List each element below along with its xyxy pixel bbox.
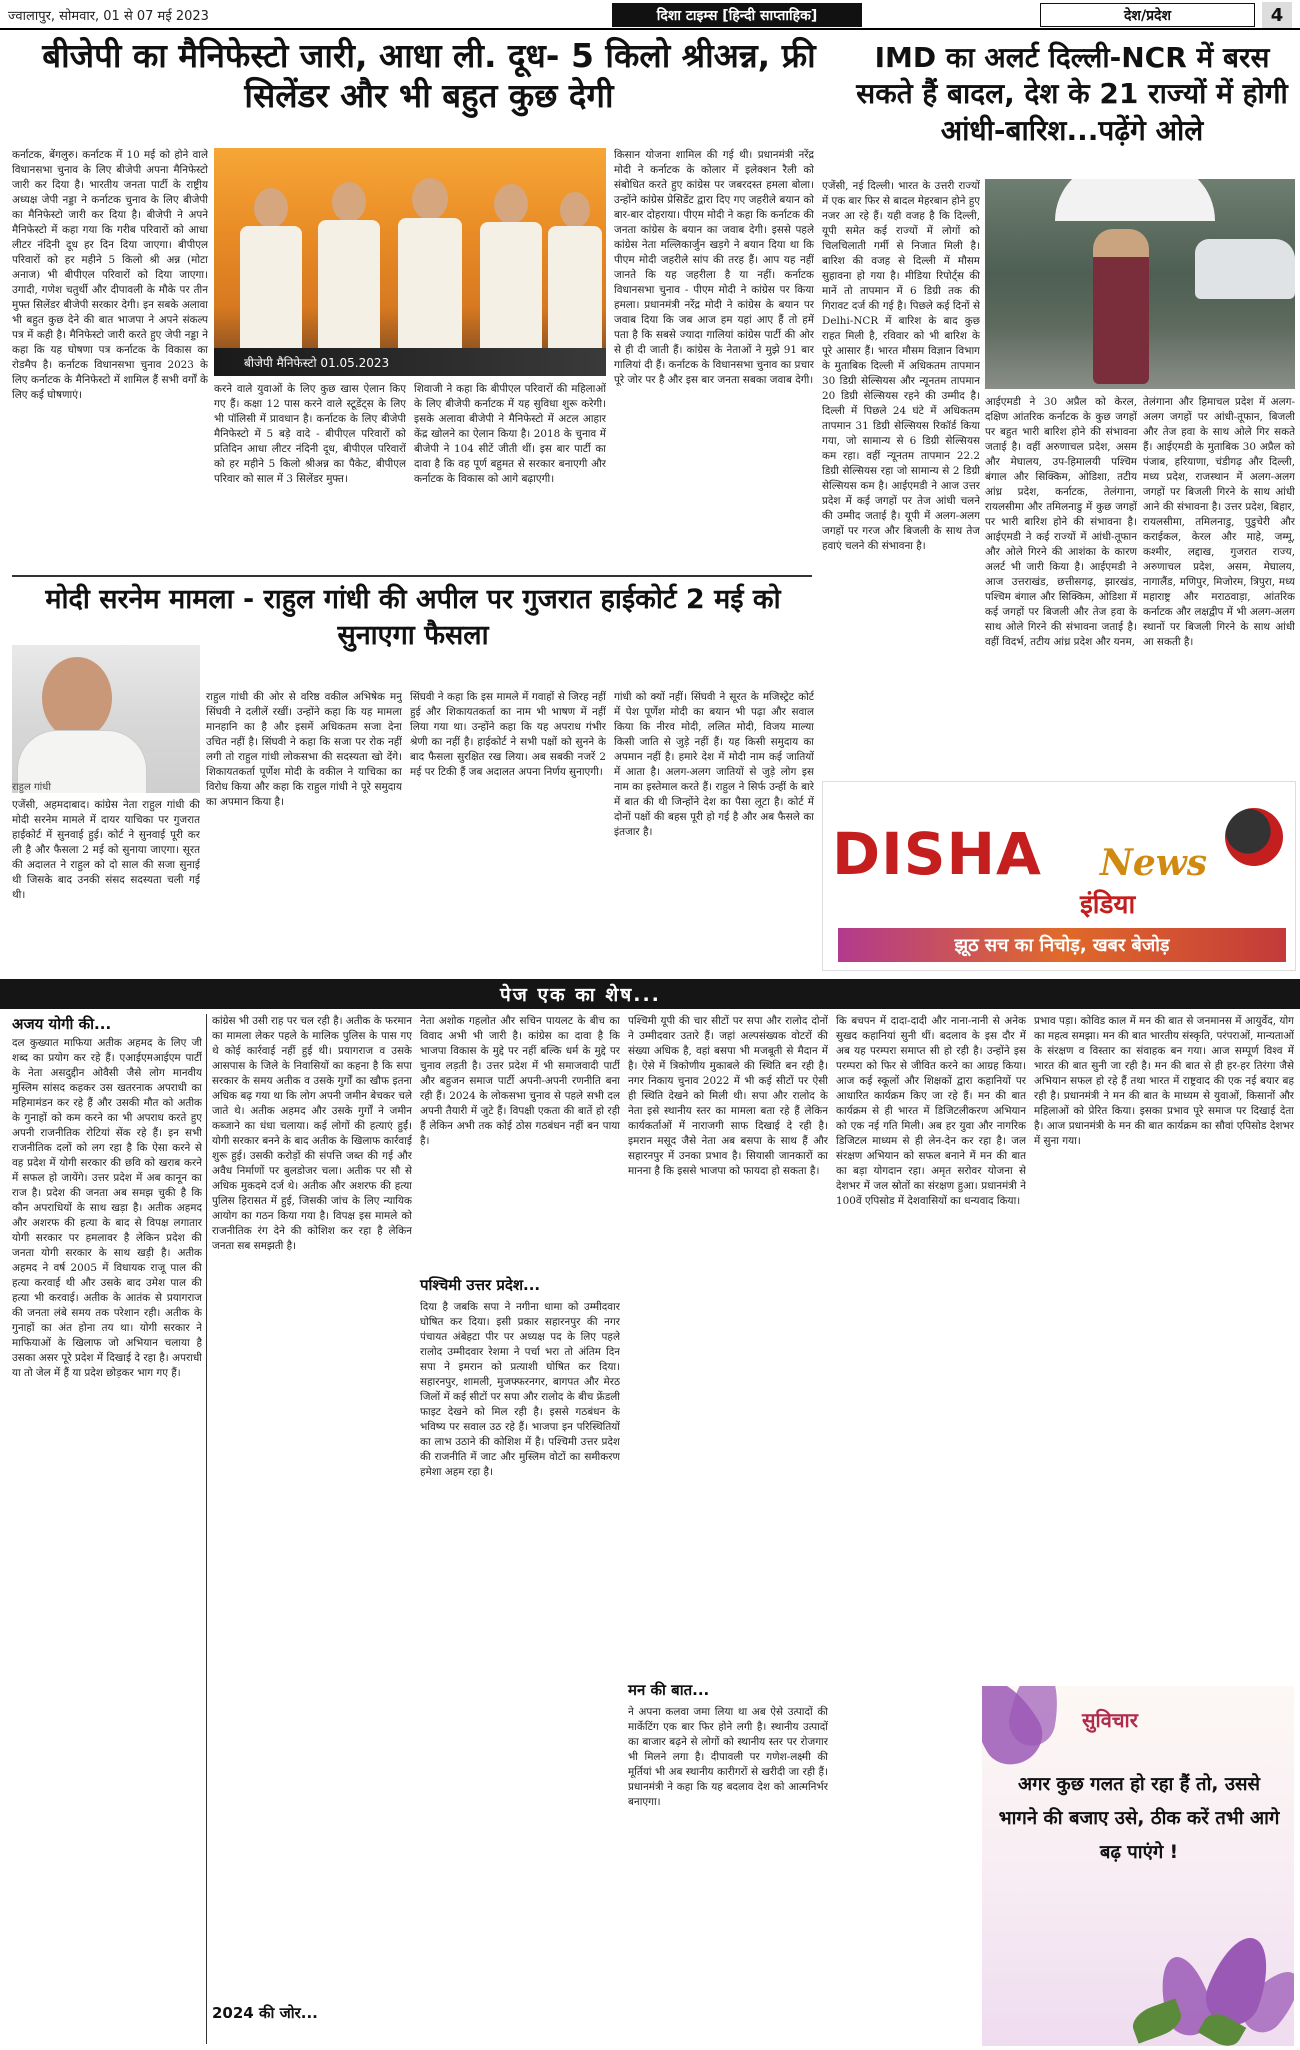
story1-col3: शिवाजी ने कहा कि बीपीएल परिवारों की महिलाओं के लिए बीजेपी कर्नाटक में यह सुविधा शुरू करेगी। इसके अलावा बीजेपी ने मैनिफेस्टो में अटल आहार केंद्र खोलने का ऐलान किया है। 2018 के चुनाव में बीजेपी ने 104 सीटें जीती थीं। इस बार पार्टी का दावा है कि वह पूर्ण बहुमत से सरकार बनाएगी और कर्नाटक के विकास को आगे बढ़ाएगी।: [414, 383, 606, 485]
story1-col1: कर्नाटक, बेंगलुरु। कर्नाटक में 10 मई को होने वाले विधानसभा चुनाव के लिए बीजेपी अपना मैनिफेस्टो जारी कर दिया है। भारतीय जनता पार्टी के राष्ट्रीय अध्यक्ष जेपी नड्डा ने कर्नाटक चुनाव के लिए बीजेपी का मैनिफेस्टो जारी कर दिया है। बीजेपी ने अपने मैनिफेस्टो में कहा गया कि गरीब परिवारों को आधा लीटर नंदिनी दूध हर दिन दिया जाएगा। बीपीएल परिवारों को हर महीने 5 किलो श्री अन्न (मोटा अनाज) भी बीपीएल परिवारों को दिया जाएगा। उगादी, गणेश चतुर्थी और दीपावली के मौके पर तीन मुफ्त सिलेंडर बीजेपी सरकार देगी। इन सबके अलावा भी बहुत कुछ देने की बात भाजपा ने अपने संकल्प पत्र में कही है। मैनिफेस्टो जारी करते हुए जेपी नड्डा ने कहा कि यह घोषणा पत्र कर्नाटक के विकास का रोडमैप है। कर्नाटक विधानसभा चुनाव 2023 के लिए कर्नाटक के मैनिफेस्टो में शामिल हैं सभी वर्गों के लिए कई घोषणाएं।: [12, 149, 208, 401]
story2-col2: आईएमडी ने 30 अप्रैल को केरल, दक्षिण आंतरिक कर्नाटक के कुछ जगहों पर बहुत भारी बारिश होने की संभावना जताई है। वहीं अरुणाचल प्रदेश, असम और मेघालय, उप-हिमालयी पश्चिम बंगाल और सिक्किम, ओडिशा, तटीय आंध्र प्रदेश, कर्नाटक, तेलंगाना, रायलसीमा और तमिलनाडु में कुछ जगहों पर भारी बारिश होने की संभावना है। आईएमडी ने कई राज्यों में आंधी-तूफान और ओले गिरने की आशंका के कारण अलर्ट भी जारी किया है। आईएमडी ने आज उत्तराखंड, छत्तीसगढ़, झारखंड, पश्चिम बंगाल और सिक्किम, ओडिशा में कई जगहों पर बिजली और तेज हवा के साथ ओले गिरने की संभावना जताई है। वहीं विदर्भ, तटीय आंध्र प्रदेश और यनम,: [985, 396, 1137, 648]
divider: [12, 575, 812, 577]
shesh-col5: कि बचपन में दादा-दादी और नाना-नानी से अनेक सुखद कहानियां सुनी थीं। बदलाव के इस दौर में अब यह परम्परा समाप्त सी हो रही है। उन्होंने इस परम्परा को फिर से जीवित करने का आग्रह किया। आज कई स्कूलों और शिक्षकों द्वारा कहानियों पर आधारित कार्यक्रम किए जा रहे हैं। मन की बात कार्यक्रम से ही भारत में डिजिटलीकरण अभियान को एक नई गति मिली। अब हर युवा और नागरिक डिजिटल माध्यम से ही लेन-देन कर रहा है। जल संरक्षण अभियान को सफल बनाने में मन की बात का बड़ा योगदान रहा। अमृत सरोवर योजना से देशभर में जल स्रोतों का संरक्षण हुआ। प्रधानमंत्री ने 100वें एपिसोड में देशवासियों का धन्यवाद किया।: [836, 1015, 1026, 1207]
shesh-col4: पश्चिमी यूपी की चार सीटों पर सपा और रालोद दोनों ने उम्मीदवार उतारे हैं। जहां अल्पसंख्यक वोटरों की संख्या अधिक है, वहां बसपा भी मजबूती से मैदान में है। ऐसे में त्रिकोणीय मुकाबले की स्थिति बन रही है। नगर निकाय चुनाव 2022 में भी कई सीटों पर ऐसी ही स्थिति देखने को मिली थी। सपा और रालोद के नेता इसे स्थानीय स्तर का मामला बता रहे हैं लेकिन कार्यकर्ताओं में नाराजगी साफ दिखाई दे रही है। इमरान मसूद जैसे नेता अब बसपा के साथ हैं और सहारनपुर में उनका प्रभाव है। सियासी जानकारों का मानना है कि इससे भाजपा को फायदा हो सकता है।: [628, 1015, 828, 1177]
page-number: 4: [1262, 2, 1292, 28]
shesh-col6: प्रभाव पड़ा। कोविड काल में मन की बात से जनमानस में आयुर्वेद, योग का महत्व समझा। मन की बात भारतीय संस्कृति, परंपराओं, मान्यताओं के संरक्षण व विस्तार का संवाहक बन गया। आज सम्पूर्ण विश्व में भारत की बात सुनी जा रही है। मन की बात से ही हर-हर तिरंगा जैसे अभियान सफल हो रहे हैं तथा भारत में राष्ट्रवाद की एक नई बयार बह रही है। प्रधानमंत्री ने मन की बात के माध्यम से युवाओं, किसानों और महिलाओं को प्रेरित किया। इसका प्रभाव पूरे समाज पर दिखाई देता है। आज प्रधानमंत्री के मन की बात कार्यक्रम का सौवां एपिसोड देशभर में सुना गया।: [1034, 1015, 1294, 1147]
issue-date: ज्वालापुर, सोमवार, 01 से 07 मई 2023: [8, 9, 209, 24]
story1-col4: किसान योजना शामिल की गई थी। प्रधानमंत्री नरेंद्र मोदी ने कर्नाटक के कोलार में इलेक्शन रैली को संबोधित करते हुए कांग्रेस पर जबरदस्त हमला बोला। उन्होंने कांग्रेस प्रेसिडेंट द्वारा दिए गए जहरीले बयान को बार-बार दोहराया। पीएम मोदी ने कहा कि कर्नाटक की जनता कांग्रेस के बयान का जवाब देगी। इससे पहले कांग्रेस नेता मल्लिकार्जुन खड़गे ने बयान दिया था कि पीएम मोदी जहरीले सांप की तरह हैं। आप यह नहीं जानते कि यह जहरीला है या नहीं। कर्नाटक विधानसभा चुनाव - पीएम मोदी ने कांग्रेस पर किया हमला। प्रधानमंत्री नरेंद्र मोदी ने कांग्रेस के बयान पर जवाब दिया कि जब आज हम यहां आए हैं तो हमें पता है कि सबसे ज्यादा गालियां कांग्रेस पार्टी की ओर से ही दी जाती हैं। कांग्रेस के नेताओं ने मुझे 91 बार गालियां दी हैं। कर्नाटक के विधानसभा चुनाव का प्रचार पूरे जोर पर है और इस बार जनता सबका जवाब देगी।: [614, 149, 814, 386]
shesh-col2: कांग्रेस भी उसी राह पर चल रही है। अतीक के फरमान का मामला लेकर पहले के मालिक पुलिस के पास गए थे कोई कार्रवाई नहीं हुई थी। प्रयागराज व उसके आसपास के जिले के निवासियों का कहना है कि सपा सरकार के समय अतीक व उसके गुर्गों का खौफ इतना अधिक बढ़ गया था कि लोग अपनी जमीन बेचकर चले जाते थे। अतीक अहमद और उसके गुर्गों ने जमीन कब्जाने का धंधा चलाया। कई लोगों की हत्याएं हुईं। योगी सरकार बनने के बाद अतीक के खिलाफ कार्रवाई शुरू हुई। उसकी करोड़ों की संपत्ति जब्त की गई और अवैध निर्माणों पर बुलडोजर चला। अतीक पर सौ से अधिक मुकदमे दर्ज थे। अतीक और अशरफ की हत्या पुलिस हिरासत में हुई, जिसकी जांच के लिए न्यायिक आयोग का गठन किया गया है। विपक्ष इस मामले को राजनीतिक रंग देने की कोशिश कर रहा है लेकिन जनता सब समझती है।: [212, 1015, 412, 1252]
photo-caption: बीजेपी मैनिफेस्टो 01.05.2023: [214, 348, 606, 376]
newspaper-brand: दिशा टाइम्स [हिन्दी साप्ताहिक]: [612, 3, 862, 27]
shesh-col2-subheading: 2024 की जोर...: [212, 2004, 318, 2022]
modi-surname-headline: मोदी सरनेम मामला - राहुल गांधी की अपील पर गुजरात हाईकोर्ट 2 मई को सुनाएगा फैसला: [45, 584, 781, 651]
column-rule: [206, 1014, 207, 2044]
disha-news-word: News: [1100, 842, 1208, 884]
photo3-caption: राहुल गांधी: [12, 782, 51, 793]
shesh-col3b: दिया है जबकि सपा ने नगीना धामा को उम्मीदवार घोषित कर दिया। इसी प्रकार सहारनपुर की नगर पंचायत अंबेहटा पीर पर अध्यक्ष पद के लिए पहले रालोद उम्मीदवार रेशमा ने पर्चा भरा तो अंतिम दिन सपा ने इमरान को प्रत्याशी घोषित कर दिया। सहारनपुर, शामली, मुजफ्फरनगर, बागपत और मेरठ जिलों में कई सीटों पर सपा और रालोद के बीच फ्रेंडली फाइट देखने को मिल रही है। इससे गठबंधन के भविष्य पर सवाल उठ रहे हैं। भाजपा इन परिस्थितियों का लाभ उठाने की कोशिश में है। पश्चिमी उत्तर प्रदेश की राजनीति में जाट और मुस्लिम वोटों का समीकरण हमेशा अहम रहा है।: [420, 1301, 620, 1478]
rain-photo: [985, 179, 1295, 389]
bjp-manifesto-photo: [214, 148, 606, 376]
microphone-icon: [1225, 808, 1283, 866]
story2-col1: एजेंसी, नई दिल्ली। भारत के उत्तरी राज्यों में एक बार फिर से बादल मेहरबान होने हुए नजर आ रहे हैं। यही वजह है कि दिल्ली, यूपी समेत कई राज्यों में लोगों को चिलचिलाती गर्मी से निजात मिली है। बारिश की वजह से दिल्ली में मौसम सुहावना हो गया है। मीडिया रिपोर्ट्स की मानें तो तापमान में 6 डिग्री तक की गिरावट दर्ज की गई है। पिछले कई दिनों से Delhi-NCR में बारिश के बाद कुछ राहत मिली है, रविवार को भी बारिश के पूरे आसार हैं। भारत मौसम विज्ञान विभाग के मुताबिक दिल्ली में अधिकतम तापमान 30 डिग्री सेल्सियस और न्यूनतम तापमान 20 डिग्री सेल्सियस रहने की उम्मीद है। दिल्ली में पिछले 24 घंटे में अधिकतम तापमान 31 डिग्री सेल्सियस रिकॉर्ड किया गया, जो सामान्य से 6 डिग्री सेल्सियस कम रहा। वहीं न्यूनतम तापमान 22.2 डिग्री सेल्सियस रहा जो सामान्य से 2 डिग्री सेल्सियस कम है। आईएमडी ने आज उत्तर प्रदेश में कई जगहों पर तेज आंधी चलने की उम्मीद जताई है। यूपी में अलग-अलग जगहों पर गरज और बिजली के साथ तेज हवाएं चलने की संभावना है।: [822, 180, 980, 552]
imd-alert-headline: IMD का अलर्ट दिल्ली-NCR में बरस सकते हैं बादल, देश के 21 राज्यों में होगी आंधी-बारिश...पढ़ेंगे ओले: [856, 41, 1288, 147]
story1-col2: करने वाले युवाओं के लिए कुछ खास ऐलान किए गए हैं। कक्षा 12 पास करने वाले स्टूडेंट्स के लिए भी पॉलिसी में प्रावधान है। कर्नाटक के लिए बीजेपी मैनिफेस्टो में 5 बड़े वादे - बीपीएल परिवारों को प्रतिदिन आधा लीटर नंदिनी दूध, बीपीएल परिवारों को हर महीने 5 किलो श्रीअन्न का पैकेट, बीपीएल परिवार को साल में 3 सिलेंडर मुफ्त।: [214, 383, 406, 485]
shesh-col1-heading: अजय योगी की...: [12, 1015, 112, 1033]
disha-tagline: झूठ सच का निचोड़, खबर बेजोड़: [838, 928, 1286, 962]
story3-col2: राहुल गांधी की ओर से वरिष्ठ वकील अभिषेक मनु सिंघवी ने दलीलें रखीं। उन्होंने कहा कि यह मामला मानहानि का है और इसमें अधिकतम सजा देना उचित नहीं है। सिंघवी ने कहा कि सजा पर रोक नहीं लगी तो राहुल गांधी लोकसभा की सदस्यता खो देंगे। शिकायतकर्ता पूर्णेश मोदी के वकील ने याचिका का विरोध किया और कहा कि राहुल गांधी ने पूरे समुदाय का अपमान किया है।: [206, 691, 402, 808]
shesh-col4-subheading: मन की बात...: [628, 1681, 710, 1699]
shesh-col3: नेता अशोक गहलोत और सचिन पायलट के बीच का विवाद अभी भी जारी है। कांग्रेस का दावा है कि भाजपा विकास के मुद्दे पर नहीं बल्कि धर्म के मुद्दे पर चुनाव लड़ती है। उत्तर प्रदेश में भी समाजवादी पार्टी और बहुजन समाज पार्टी अपनी-अपनी रणनीति बना रही हैं। 2024 के लोकसभा चुनाव से पहले सभी दल अपनी तैयारी में जुटे हैं। विपक्षी एकता की बातें हो रही हैं लेकिन अभी तक कोई ठोस गठबंधन नहीं बन पाया है।: [420, 1015, 620, 1147]
story3-col3: सिंघवी ने कहा कि इस मामले में गवाहों से जिरह नहीं हुई और शिकायतकर्ता का नाम भी भाषण में नहीं लिया गया था। उन्होंने कहा कि यह अपराध गंभीर श्रेणी का नहीं है। हाईकोर्ट ने सभी पक्षों को सुनने के बाद फैसला सुरक्षित रख लिया। अब सबकी नजरें 2 मई पर टिकी हैं जब अदालत अपना निर्णय सुनाएगी।: [410, 691, 606, 778]
disha-india-word: इंडिया: [1080, 890, 1136, 920]
shesh-col4b: ने अपना कलवा जमा लिया था अब ऐसे उत्पादों की मार्केटिंग एक बार फिर होने लगी है। स्थानीय उत्पादों का बाजार बढ़ने से लोगों को स्थानीय स्तर पर रोजगार भी मिलने लगा है। दीपावली पर गणेश-लक्ष्मी की मूर्तियां भी अब स्थानीय कारीगरों से खरीदी जा रही हैं। प्रधानमंत्री ने कहा कि यह बदलाव देश को आत्मनिर्भर बनाएगा।: [628, 1706, 828, 1808]
suvichar-quote: अगर कुछ गलत हो रहा हैं तो, उससे भागने की बजाए उसे, ठीक करें तभी आगे बढ़ पाएंगे !: [998, 1774, 1280, 1863]
story2-col3: तेलंगाना और हिमाचल प्रदेश में अलग-अलग जगहों पर आंधी-तूफान, बिजली और तेज हवा के साथ ओले गिर सकते हैं। आईएमडी के मुताबिक 30 अप्रैल को पंजाब, हरियाणा, चंडीगढ़ और दिल्ली, मध्य प्रदेश, राजस्थान में अलग-अलग जगहों पर बिजली गिरने के साथ आंधी आने की संभावना है। उत्तर प्रदेश, बिहार, रायलसीमा, तमिलनाडु, पुडुचेरी और कराईकल, केरल और माहे, जम्मू, कश्मीर, लद्दाख, गुजरात राज्य, अरुणाचल प्रदेश, असम, मेघालय, नागालैंड, मणिपुर, मिजोरम, त्रिपुरा, मध्य महाराष्ट्र और मराठवाड़ा, आंतरिक कर्नाटक और लक्षद्वीप में भी अलग-अलग स्थानों पर बिजली गिरने के साथ आंधी आ सकती है।: [1143, 396, 1295, 648]
story3-col4: गांधी को क्यों नहीं। सिंघवी ने सूरत के मजिस्ट्रेट कोर्ट में पेश पूर्णेश मोदी का बयान भी पढ़ा और सवाल किया कि नीरव मोदी, ललित मोदी, विजय माल्या किसी जाति से जुड़े नहीं हैं। यह किसी समुदाय का अपमान नहीं है। हमारे देश में मोदी नाम कई जातियों में आता है। अलग-अलग जातियों से जुड़े लोग इस नाम का इस्तेमाल करते हैं। राहुल ने सिर्फ उन्हीं के बारे में बात की थी जिन्होंने देश का पैसा लूटा है। कोर्ट में दोनों पक्षों की बहस पूरी हो गई है और अब फैसले का इंतजार है।: [614, 691, 814, 838]
page-one-continued-bar: पेज एक का शेष...: [0, 979, 1300, 1009]
shesh-col1: दल कुख्यात माफिया अतीक अहमद के लिए जी शब्द का प्रयोग कर रहे हैं। एआईएमआईएम पार्टी के नेता असदुद्दीन ओवैसी जैसे लोग मानवीय मुस्लिम सांसद कहकर उस खतरनाक अपराधी का महिमामंडन कर रहे हैं और उसकी मौत को अतीक के गुनाहों को कम करने का भी अपराध करते हुए अपनी राजनीतिक रोटियां सेंक रहे हैं। इन सभी राजनीतिक दलों को लग रहा है कि ऐसा करने से वह प्रदेश में योगी सरकार की छवि को खराब करने में सफल हो जायेंगे। उत्तर प्रदेश में अब कानून का राज है। प्रदेश की जनता अब समझ चुकी है कि कौन अपराधियों के साथ खड़ा है। अतीक अहमद और अशरफ की हत्या के बाद से विपक्ष लगातार योगी सरकार पर हमलावर है लेकिन प्रदेश की जनता योगी सरकार के साथ खड़ी है। अतीक अहमद ने वर्ष 2005 में विधायक राजू पाल की हत्या करवाई थी और उसके बाद उमेश पाल की हत्या भी करवाई। अतीक के आतंक से प्रयागराज की जनता लंबे समय तक परेशान रही। अतीक के गुनाहों का अंत होना तय था। योगी सरकार ने माफियाओं के खिलाफ जो अभियान चलाया है उसका असर पूरे प्रदेश में दिखाई दे रहा है। अपराधी या तो जेल में हैं या प्रदेश छोड़कर भाग गए हैं।: [12, 1037, 202, 1379]
story3-col1: एजेंसी, अहमदाबाद। कांग्रेस नेता राहुल गांधी की मोदी सरनेम मामले में दायर याचिका पर गुजरात हाईकोर्ट में सुनवाई हुई। कोर्ट ने सुनवाई पूरी कर ली है और फैसला 2 मई को सुनाया जाएगा। सूरत की अदालत ने राहुल को दो साल की सजा सुनाई थी जिसके बाद उनकी संसद सदस्यता चली गई थी।: [12, 799, 200, 901]
disha-logo: DISHA: [832, 820, 1042, 888]
rahul-gandhi-photo: [12, 645, 200, 793]
bjp-manifesto-headline: बीजेपी का मैनिफेस्टो जारी, आधा ली. दूध- 5 किलो श्रीअन्न, फ्री सिलेंडर और भी बहुत कुछ देगी: [42, 36, 816, 116]
shesh-col3-subheading: पश्चिमी उत्तर प्रदेश...: [420, 1276, 541, 1294]
section-label: देश/प्रदेश: [1040, 3, 1255, 27]
suvichar-title: सुविचार: [1082, 1708, 1138, 1732]
